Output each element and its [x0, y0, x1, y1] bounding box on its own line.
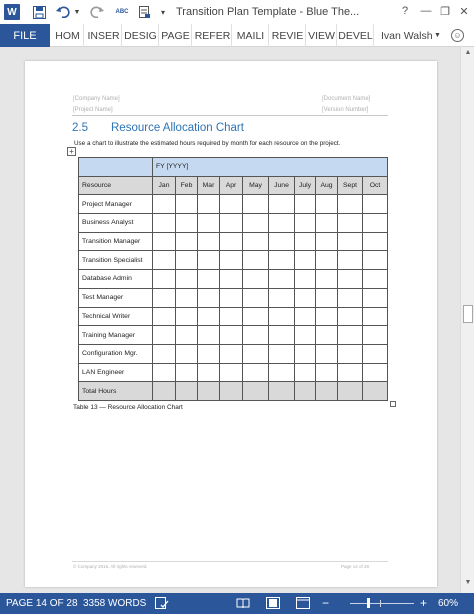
hours-cell[interactable]: [316, 270, 338, 289]
hours-cell[interactable]: [295, 344, 316, 363]
month-header-cell[interactable]: Aug: [316, 176, 338, 195]
fy-cell[interactable]: FY [YYYY]: [153, 158, 388, 177]
tab-view[interactable]: VIEW: [307, 24, 337, 47]
hours-cell[interactable]: [153, 326, 176, 345]
hours-cell[interactable]: [153, 214, 176, 233]
hours-cell[interactable]: [269, 288, 295, 307]
hours-cell[interactable]: [295, 307, 316, 326]
resource-name-cell[interactable]: Technical Writer: [79, 307, 153, 326]
hours-cell[interactable]: [269, 326, 295, 345]
hours-cell[interactable]: [153, 232, 176, 251]
hours-cell[interactable]: [243, 288, 269, 307]
table-caption: Table 13 — Resource Allocation Chart: [73, 404, 183, 411]
print-layout-icon[interactable]: [266, 597, 280, 609]
hours-cell[interactable]: [176, 363, 198, 382]
hours-cell[interactable]: [176, 195, 198, 214]
ribbon-tabs: [0, 24, 474, 47]
hours-cell[interactable]: [269, 344, 295, 363]
scroll-up-icon[interactable]: ▲: [464, 49, 472, 56]
hours-cell[interactable]: [295, 326, 316, 345]
hours-cell[interactable]: [198, 195, 220, 214]
tab-design[interactable]: DESIG: [123, 24, 159, 47]
hours-cell[interactable]: [363, 382, 388, 401]
hours-cell[interactable]: [220, 307, 243, 326]
hours-cell[interactable]: [316, 214, 338, 233]
total-hours-row: [79, 382, 388, 401]
zoom-level[interactable]: 60%: [438, 598, 459, 609]
hours-cell[interactable]: [153, 344, 176, 363]
hours-cell[interactable]: [220, 270, 243, 289]
hours-cell[interactable]: [338, 251, 363, 270]
web-layout-icon[interactable]: [296, 597, 310, 609]
hours-cell[interactable]: [363, 270, 388, 289]
hours-cell[interactable]: [338, 214, 363, 233]
hours-cell[interactable]: [338, 232, 363, 251]
close-icon[interactable]: ✕: [459, 5, 469, 18]
hours-cell[interactable]: [295, 251, 316, 270]
month-header-cell[interactable]: Jan: [153, 176, 176, 195]
proofing-icon[interactable]: [155, 597, 169, 609]
hours-cell[interactable]: [316, 251, 338, 270]
spelling-label: ABC: [115, 9, 129, 15]
hours-cell[interactable]: [316, 326, 338, 345]
zoom-slider-thumb[interactable]: [367, 598, 370, 608]
hours-cell[interactable]: [220, 251, 243, 270]
tab-review[interactable]: REVIE: [270, 24, 306, 47]
resource-name-cell[interactable]: Database Admin: [79, 270, 153, 289]
spelling-icon[interactable]: [114, 4, 130, 20]
hours-cell[interactable]: [295, 382, 316, 401]
month-header-cell[interactable]: Apr: [220, 176, 243, 195]
hours-cell[interactable]: [220, 363, 243, 382]
month-header-cell[interactable]: Oct: [363, 176, 388, 195]
footer-copyright: © Company 2016. All rights reserved.: [73, 564, 148, 569]
hours-cell[interactable]: [295, 214, 316, 233]
hours-cell[interactable]: [269, 232, 295, 251]
resource-name-cell[interactable]: Transition Manager: [79, 232, 153, 251]
section-number: 2.5: [72, 122, 88, 134]
hours-cell[interactable]: [176, 382, 198, 401]
word-count[interactable]: 3358 WORDS: [83, 598, 147, 609]
resource-name-cell[interactable]: Transition Specialist: [79, 251, 153, 270]
hours-cell[interactable]: [338, 326, 363, 345]
hours-cell[interactable]: [198, 251, 220, 270]
hours-cell[interactable]: [243, 344, 269, 363]
resource-name-cell[interactable]: Training Manager: [79, 326, 153, 345]
save-icon[interactable]: [32, 4, 46, 20]
hours-cell[interactable]: [243, 382, 269, 401]
smiley-feedback-icon[interactable]: ☺: [451, 29, 464, 42]
read-mode-icon[interactable]: [236, 597, 250, 609]
hours-cell[interactable]: [338, 270, 363, 289]
resource-name-cell[interactable]: LAN Engineer: [79, 363, 153, 382]
hours-cell[interactable]: [363, 288, 388, 307]
table-row: [79, 344, 388, 363]
user-account[interactable]: Ivan Walsh: [381, 29, 433, 42]
table-row: [79, 251, 388, 270]
tab-file[interactable]: FILE: [0, 24, 50, 47]
hours-cell[interactable]: [363, 307, 388, 326]
minimize-icon[interactable]: —: [420, 5, 432, 17]
hours-cell[interactable]: [269, 251, 295, 270]
hours-cell[interactable]: [198, 288, 220, 307]
zoom-slider-midmark: [380, 600, 381, 607]
hours-cell[interactable]: [363, 251, 388, 270]
table-row: [79, 195, 388, 214]
hours-cell[interactable]: [243, 251, 269, 270]
table-resize-handle[interactable]: [390, 401, 396, 407]
month-header-cell[interactable]: Feb: [176, 176, 198, 195]
hours-cell[interactable]: [176, 326, 198, 345]
header-divider: [72, 115, 388, 116]
hours-cell[interactable]: [338, 195, 363, 214]
hours-cell[interactable]: [316, 382, 338, 401]
header-company[interactable]: [Company Name]: [73, 96, 120, 102]
hours-cell[interactable]: [198, 382, 220, 401]
table-row: [79, 307, 388, 326]
hours-cell[interactable]: [363, 363, 388, 382]
table-row: [79, 270, 388, 289]
help-icon[interactable]: ?: [402, 5, 409, 17]
hours-cell[interactable]: [363, 326, 388, 345]
chevron-down-icon[interactable]: ▼: [434, 32, 441, 39]
hours-cell[interactable]: [363, 214, 388, 233]
month-header-cell[interactable]: June: [269, 176, 295, 195]
hours-cell[interactable]: [295, 270, 316, 289]
hours-cell[interactable]: [338, 344, 363, 363]
hours-cell[interactable]: [363, 195, 388, 214]
scroll-thumb[interactable]: [463, 305, 473, 323]
hours-cell[interactable]: [198, 363, 220, 382]
hours-cell[interactable]: [198, 232, 220, 251]
tab-references[interactable]: REFER: [194, 24, 232, 47]
hours-cell[interactable]: [153, 363, 176, 382]
header-version[interactable]: [Version Number]: [322, 107, 369, 113]
intro-text: Use a chart to illustrate the estimated hours required by month for each resource on the project.: [74, 140, 341, 147]
hours-cell[interactable]: [338, 307, 363, 326]
customize-icon[interactable]: ▾: [160, 7, 165, 17]
hours-cell[interactable]: [269, 214, 295, 233]
undo-dropdown-icon[interactable]: ▼: [73, 8, 81, 16]
hours-cell[interactable]: [153, 251, 176, 270]
hours-cell[interactable]: [153, 288, 176, 307]
table-row: [79, 363, 388, 382]
hours-cell[interactable]: [316, 307, 338, 326]
hours-cell[interactable]: [243, 232, 269, 251]
hours-cell[interactable]: [176, 288, 198, 307]
hours-cell[interactable]: [243, 214, 269, 233]
hours-cell[interactable]: [153, 195, 176, 214]
hours-cell[interactable]: [338, 288, 363, 307]
header-project[interactable]: [Project Name]: [73, 107, 113, 113]
hours-cell[interactable]: [243, 307, 269, 326]
hours-cell[interactable]: [198, 326, 220, 345]
zoom-out-button[interactable]: −: [322, 596, 330, 610]
table-row: [79, 288, 388, 307]
hours-cell[interactable]: [198, 214, 220, 233]
hours-cell[interactable]: [220, 288, 243, 307]
hours-cell[interactable]: [176, 232, 198, 251]
month-header-cell[interactable]: Mar: [198, 176, 220, 195]
scroll-down-icon[interactable]: ▼: [464, 579, 472, 586]
hours-cell[interactable]: [363, 232, 388, 251]
hours-cell[interactable]: [316, 363, 338, 382]
hours-cell[interactable]: [198, 344, 220, 363]
resource-name-cell[interactable]: Test Manager: [79, 288, 153, 307]
hours-cell[interactable]: [176, 270, 198, 289]
hours-cell[interactable]: [269, 270, 295, 289]
footer-page: Page 14 of 28: [341, 564, 370, 569]
hours-cell[interactable]: [316, 288, 338, 307]
resource-name-cell[interactable]: Configuration Mgr.: [79, 344, 153, 363]
table-row: [79, 232, 388, 251]
hours-cell[interactable]: [269, 195, 295, 214]
tab-developer[interactable]: DEVEL: [338, 24, 374, 47]
hours-cell[interactable]: [295, 232, 316, 251]
month-header-row: [79, 176, 388, 195]
zoom-in-button[interactable]: +: [420, 596, 428, 610]
hours-cell[interactable]: [220, 326, 243, 345]
hours-cell[interactable]: [220, 344, 243, 363]
hours-cell[interactable]: [176, 307, 198, 326]
tab-home[interactable]: HOM: [52, 24, 84, 47]
hours-cell[interactable]: [269, 382, 295, 401]
hours-cell[interactable]: [220, 232, 243, 251]
hours-cell[interactable]: [338, 363, 363, 382]
hours-cell[interactable]: [295, 195, 316, 214]
hours-cell[interactable]: [316, 195, 338, 214]
document-area: [0, 47, 460, 593]
section-title: Resource Allocation Chart: [111, 122, 244, 134]
hours-cell[interactable]: [220, 214, 243, 233]
hours-cell[interactable]: [153, 307, 176, 326]
hours-cell[interactable]: [243, 363, 269, 382]
title-bar: [0, 0, 474, 24]
word-logo-icon[interactable]: W: [4, 4, 20, 20]
hours-cell[interactable]: [316, 232, 338, 251]
document-page[interactable]: [25, 61, 437, 587]
hours-cell[interactable]: [295, 363, 316, 382]
vertical-scrollbar[interactable]: [460, 47, 474, 593]
tab-page-layout[interactable]: PAGE: [160, 24, 192, 47]
resource-header-cell[interactable]: Resource: [79, 176, 153, 195]
hours-cell[interactable]: [176, 251, 198, 270]
format-icon[interactable]: [138, 4, 152, 20]
page-count[interactable]: PAGE 14 OF 28: [6, 598, 78, 609]
month-header-cell[interactable]: July: [295, 176, 316, 195]
hours-cell[interactable]: [153, 270, 176, 289]
zoom-slider[interactable]: [350, 603, 414, 604]
resource-name-cell[interactable]: Business Analyst: [79, 214, 153, 233]
hours-cell[interactable]: [220, 195, 243, 214]
hours-cell[interactable]: [153, 382, 176, 401]
tab-mailings[interactable]: MAILI: [233, 24, 269, 47]
month-header-cell[interactable]: May: [243, 176, 269, 195]
resource-allocation-table[interactable]: [78, 157, 388, 401]
header-document-name[interactable]: [Document Name]: [322, 96, 371, 102]
hours-cell[interactable]: [243, 326, 269, 345]
month-header-cell[interactable]: Sept: [338, 176, 363, 195]
resource-name-cell[interactable]: Total Hours: [79, 382, 153, 401]
hours-cell[interactable]: [220, 382, 243, 401]
hours-cell[interactable]: [243, 195, 269, 214]
document-title: Transition Plan Template - Blue The...: [176, 6, 360, 18]
hours-cell[interactable]: [295, 288, 316, 307]
hours-cell[interactable]: [176, 214, 198, 233]
resource-name-cell[interactable]: Project Manager: [79, 195, 153, 214]
table-row: [79, 326, 388, 345]
table-row: [79, 214, 388, 233]
hours-cell[interactable]: [176, 344, 198, 363]
footer-divider: [72, 561, 388, 562]
undo-icon[interactable]: [56, 4, 70, 20]
fy-blank-cell[interactable]: [79, 158, 153, 177]
hours-cell[interactable]: [269, 307, 295, 326]
hours-cell[interactable]: [363, 344, 388, 363]
table-move-handle-icon[interactable]: +: [67, 147, 76, 156]
restore-icon[interactable]: ❐: [440, 5, 450, 18]
hours-cell[interactable]: [243, 270, 269, 289]
hours-cell[interactable]: [198, 307, 220, 326]
hours-cell[interactable]: [338, 382, 363, 401]
hours-cell[interactable]: [316, 344, 338, 363]
redo-icon[interactable]: [90, 4, 104, 20]
fy-row: [79, 158, 388, 177]
status-bar: [0, 593, 474, 614]
tab-insert[interactable]: INSER: [86, 24, 122, 47]
hours-cell[interactable]: [198, 270, 220, 289]
hours-cell[interactable]: [269, 363, 295, 382]
